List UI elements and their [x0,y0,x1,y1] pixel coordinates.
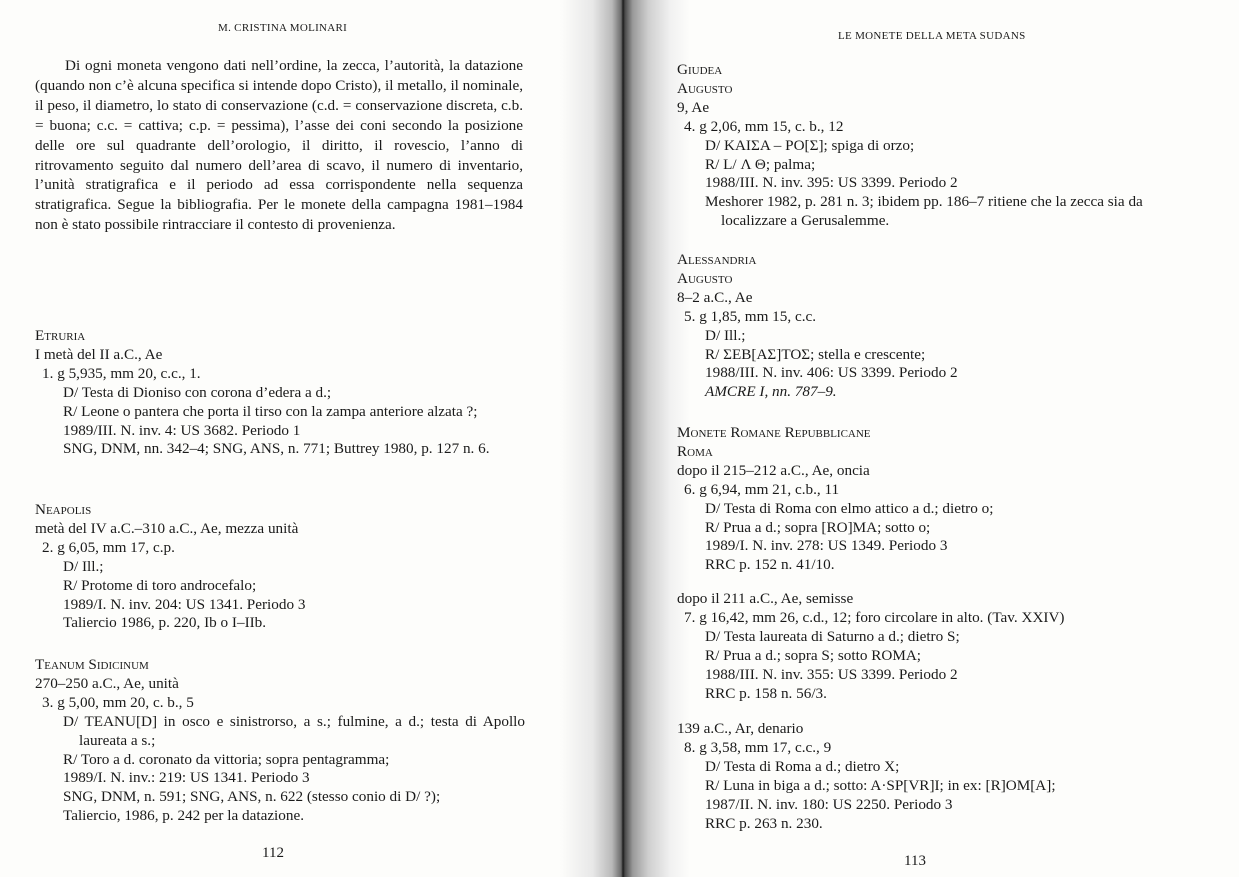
entry-specs: g 2,06, mm 15, c. b., 12 [699,117,844,135]
entry-date: dopo il 211 a.C., Ae, semisse [677,590,854,607]
entry-specs: g 1,85, mm 15, c.c. [699,307,817,325]
entry-heading: Monete Romane Repubblicane [677,424,871,441]
entry-number: 4. [684,117,696,135]
entry-obverse: D/ TEANU[D] in osco e sinistrorso, a s.; fulmine, a d.; testa di Apollo laureata a s.; [63,712,525,749]
entry-reverse: R/ Leone o pantera che porta il tirso con la zampa anteriore alzata ?; [63,402,478,420]
entry-4 [677,61,1217,231]
entry-obverse: D/ Testa di Roma a d.; dietro X; [705,757,900,775]
entry-obverse: D/ Ill.; [63,557,104,575]
entry-biblio: Meshorer 1982, p. 281 n. 3; ibidem pp. 186–7 ritiene che la zecca sia da localizzare a Gerusalemme. [705,193,1143,230]
entry-biblio: AMCRE I, nn. 787–9. [705,383,837,401]
entry-obverse: D/ Testa di Roma con elmo attico a d.; dietro o; [705,499,994,517]
entry-heading: Etruria [35,327,86,344]
entry-2 [35,501,535,633]
intro-text: Di ogni moneta vengono dati nell’ordine, la zecca, l’autorità, la datazione (quando non c’è alcuna specifica si intende dopo Cristo), il metallo, il nominale, il peso, il diametro, lo stato di conservazione (c.d. = conservazione discreta, c.b. = buona; c.c. = cattiva; c.p. = pessima), l’asse dei coni secondo la posizione delle ore sul quadrante dell’orologio, il diritto, il rovescio, l’anno di ritrovamento seguito dal numero dell’area di scavo, il numero di inventario, l’unità stratigrafica e il periodo ad essa corrispondente nella sequenza stratigrafica. Segue la bibliografia. Per le monete della campagna 1981–1984 non è stato possibile rintracciare il contesto di provenienza. [35,57,523,234]
intro-paragraph [35,56,523,235]
entry-5 [677,251,1217,402]
entry-obverse: D/ Testa laureata di Saturno a d.; dietro S; [705,627,960,645]
entry-find: 1989/I. N. inv.: 219: US 1341. Periodo 3 [63,769,310,787]
entry-date: I metà del II a.C., Ae [35,345,163,363]
entry-biblio-2: Taliercio, 1986, p. 242 per la datazione. [63,807,305,825]
entry-date: dopo il 215–212 a.C., Ae, oncia [677,461,870,479]
entry-biblio: RRC p. 263 n. 230. [705,814,823,832]
entry-number: 2. [42,538,54,556]
entry-biblio: SNG, DNM, n. 591; SNG, ANS, n. 622 (stesso conio di D/ ?); [63,788,441,806]
entry-reverse: R/ Toro a d. coronato da vittoria; sopra pentagramma; [63,750,390,768]
running-head-left: M. CRISTINA MOLINARI [218,22,348,34]
entry-7 [677,590,1222,703]
entry-specs: g 5,00, mm 20, c. b., 5 [57,693,194,711]
page-number-right: 113 [904,853,926,869]
entry-reverse: R/ Protome di toro androcefalo; [63,576,257,594]
entry-number: 7. [684,608,696,626]
entry-reverse: R/ Prua a d.; sopra [RO]MA; sotto o; [705,518,931,536]
left-page [0,0,600,877]
entry-biblio: SNG, DNM, nn. 342–4; SNG, ANS, n. 771; Buttrey 1980, p. 127 n. 6. [63,440,490,458]
entry-date: 139 a.C., Ar, denario [677,720,804,737]
entry-biblio: Taliercio 1986, p. 220, Ib o I–IIb. [63,614,267,632]
entry-6 [677,424,1217,575]
entry-heading: Giudea [677,61,723,78]
entry-heading: Neapolis [35,501,92,518]
entry-biblio: RRC p. 152 n. 41/10. [705,556,835,574]
entry-number: 3. [42,693,54,711]
entry-obverse: D/ Testa di Dioniso con corona d’edera a d.; [63,383,332,401]
entry-number: 6. [684,480,696,498]
entry-reverse: R/ Prua a d.; sopra S; sotto ROMA; [705,646,922,664]
entry-obverse: D/ Ill.; [705,326,746,344]
entry-find: 1989/I. N. inv. 278: US 1349. Periodo 3 [705,537,948,555]
entry-specs: g 5,935, mm 20, c.c., 1. [57,364,201,382]
entry-specs: g 16,42, mm 26, c.d., 12; foro circolare in alto. (Tav. XXIV) [699,608,1065,626]
entry-3 [35,656,525,826]
entry-find: 1989/I. N. inv. 204: US 1341. Periodo 3 [63,595,306,613]
running-head-right: LE MONETE DELLA META SUDANS [838,30,1026,42]
entry-specs: g 3,58, mm 17, c.c., 9 [699,738,832,756]
entry-subheading: Roma [677,442,713,460]
page-number-left: 112 [262,845,284,861]
entry-1 [35,327,535,459]
entry-specs: g 6,05, mm 17, c.p. [57,538,175,556]
entry-find: 1988/III. N. inv. 355: US 3399. Periodo 2 [705,665,958,683]
entry-number: 8. [684,738,696,756]
entry-8 [677,720,1217,833]
entry-find: 1988/III. N. inv. 395: US 3399. Periodo 2 [705,174,958,192]
entry-reverse: R/ ΣΕΒ[ΑΣ]ΤΟΣ; stella e crescente; [705,345,926,363]
right-page [640,0,1239,877]
entry-date: 9, Ae [677,98,710,116]
entry-date: 8–2 a.C., Ae [677,288,753,306]
entry-reverse: R/ L/ Λ Θ; palma; [705,155,816,173]
entry-find: 1988/III. N. inv. 406: US 3399. Periodo 2 [705,364,958,382]
entry-find: 1989/III. N. inv. 4: US 3682. Periodo 1 [63,421,301,439]
entry-subheading: Augusto [677,79,733,97]
entry-obverse: D/ ΚΑΙΣΑ – ΡΟ[Σ]; spiga di orzo; [705,136,915,154]
entry-heading: Teanum Sidicinum [35,656,149,673]
entry-date: metà del IV a.C.–310 a.C., Ae, mezza unità [35,519,299,537]
entry-number: 1. [42,364,54,382]
entry-specs: g 6,94, mm 21, c.b., 11 [699,480,840,498]
entry-number: 5. [684,307,696,325]
entry-biblio: RRC p. 158 n. 56/3. [705,684,827,702]
entry-subheading: Augusto [677,269,733,287]
entry-find: 1987/II. N. inv. 180: US 2250. Periodo 3 [705,795,953,813]
entry-heading: Alessandria [677,251,757,268]
entry-date: 270–250 a.C., Ae, unità [35,674,179,692]
entry-reverse: R/ Luna in biga a d.; sotto: A·SP[VR]I; in ex: [R]OM[A]; [705,776,1056,794]
